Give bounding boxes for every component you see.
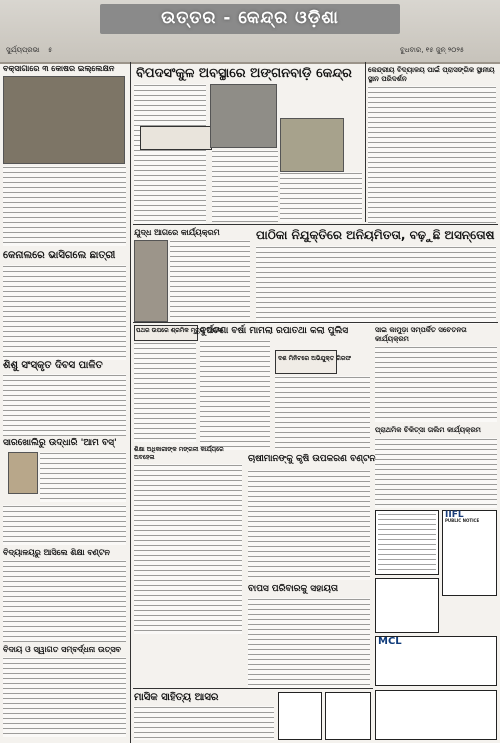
article-text [3,265,126,360]
article-text [134,464,242,634]
article-text [375,438,497,508]
article-text [3,657,126,737]
article-text [200,340,270,450]
section-title: ଉତ୍ତର - କେନ୍ଦ୍ର ଓଡ଼ିଶା [161,8,339,28]
headline-10: ପ୍ରାଥମିକ ଚିକିତ୍ସା ତାଲିମ କାର୍ଯ୍ୟକ୍ରମ [375,426,481,434]
subhead-1: ପଥର ଉପରେ ଶ୍ରମିକ ମୃତ୍ୟୁ ମାମଲା [136,327,223,334]
section-rule [133,322,498,323]
column-rule [365,62,366,222]
affidavit-ad-2 [325,692,371,740]
article-text [134,84,206,224]
article-text [3,505,126,545]
article-text [212,150,278,222]
classified-ad [375,578,439,633]
photo-wood-stacks [3,76,125,164]
article-text [134,706,274,740]
public-notice-label: PUBLIC NOTICE [445,518,480,523]
section-rule [133,688,373,689]
headline-8: ଦୁର୍ଘଟଣା ବର୍ଷା ମାମଲା ରପାତଥା କଲା ପୁଲିସ [200,326,349,336]
headline-1: ବକ୍ସାଗାରେ ୩ କୋଷର ଇଲ୍ଲେକ୍ଷନ [3,64,115,73]
page-number: ୫ [48,46,53,54]
article-text [3,374,126,436]
mcl-logo: MCL [378,636,402,647]
headline-5: ପାଠିକା ନିଯୁକ୍ତିରେ ଅନିୟମିତତା, ବଢ଼ୁଛି ଅସନ୍ତୋଷ [256,228,495,242]
headline-11: ସାରଖୋଲିରୁ ଉଦ୍ଧାରି 'ଆମ ବସ୍' [3,438,117,448]
page-date: ବୁଧବାର, ୧୫ ଜୁନ୍ ୨୦୨୫ [400,46,465,54]
article-text [275,376,370,450]
headline-4: କେନାଲରେ ଭାସିଗଲେ ଛାତ୍ରୀ [3,250,116,261]
headline-2: ବିପଦସଂକୁଳ ଅବସ୍ଥାରେ ଅଙ୍ଗନବାଡ଼ି କେନ୍ଦ୍ର [136,66,352,81]
article-text [248,598,370,688]
headline-9: ସାଇ କାମୁଡ଼ା ସମ୍ପର୍କିତ ସଚେତନତା କାର୍ଯ୍ୟକ୍ରମ [375,326,467,343]
mcl-ad [375,636,497,686]
headline-12: ଶିକ୍ଷା ଅଧିକାରୀଙ୍କ ମଙ୍ଗଳୀ କାର୍ଯ୍ୟରେ ଅବହେଳା [134,446,224,461]
newspaper-name: ସୁର୍ଯ୍ୟପ୍ରଭା [6,46,40,54]
article-text [280,172,362,222]
photo-anganwadi-building [280,118,344,172]
headline-16: ବିଦାୟ ଓ ସ୍ୱାଗତ ସମ୍ବର୍ଦ୍ଧନା ଉତ୍ସବ [3,645,122,654]
section-rule [133,224,498,225]
headline-13: ଚାଷୀମାନଙ୍କୁ କୃଷି ଉପକରଣ ବଣ୍ଟନ [248,454,376,464]
headline-7: ଶିଶୁ ସଂସ୍କୃତ ଦିବସ ପାଳିତ [3,360,103,371]
iifl-logo: IIFL [445,510,464,520]
headline-6: ଯୁଦ୍ଧ ଆଗରେ କାର୍ଯ୍ୟକ୍ରମ [134,228,220,237]
article-text [134,342,196,442]
article-text [40,452,126,502]
government-ad [375,690,497,740]
article-text [368,86,496,224]
subhead-2: ଦଶ ମିନିଟରେ ଅଭିଯୁକ୍ତ ଗିରଫ [278,355,352,362]
photo-interior [210,84,277,148]
affidavit-ad-1 [278,692,322,740]
headline-17: ମାସିକ ସାହିତ୍ୟ ଆସର [134,692,219,703]
headline-3: କେନ୍ଦ୍ରୀୟ ବିଦ୍ୟାଳୟ ପାଇଁ ପ୍ରାସଙ୍ଗିକ ସ୍ଥାନୀୟ ସ୍ଥାନ ପରିଦର୍ଶନ [368,66,495,83]
headline-15: ବାପସ ପରିବାରକୁ ସହାୟତା [248,584,339,594]
article-text [256,246,496,324]
article-text [3,560,126,642]
iifl-ad [442,510,497,596]
notice-ad [375,510,439,575]
article-text [170,240,250,320]
highlight-box [140,126,212,150]
article-text [3,166,126,246]
headline-14: ବିଦ୍ୟାଳୟରୁ ଆସିଲେ ଶିକ୍ଷା ବଣ୍ଟନ [3,548,110,557]
photo-bus [8,452,38,494]
column-rule [130,62,131,743]
article-text [375,346,497,422]
photo-event [134,240,168,322]
article-text [248,470,370,580]
